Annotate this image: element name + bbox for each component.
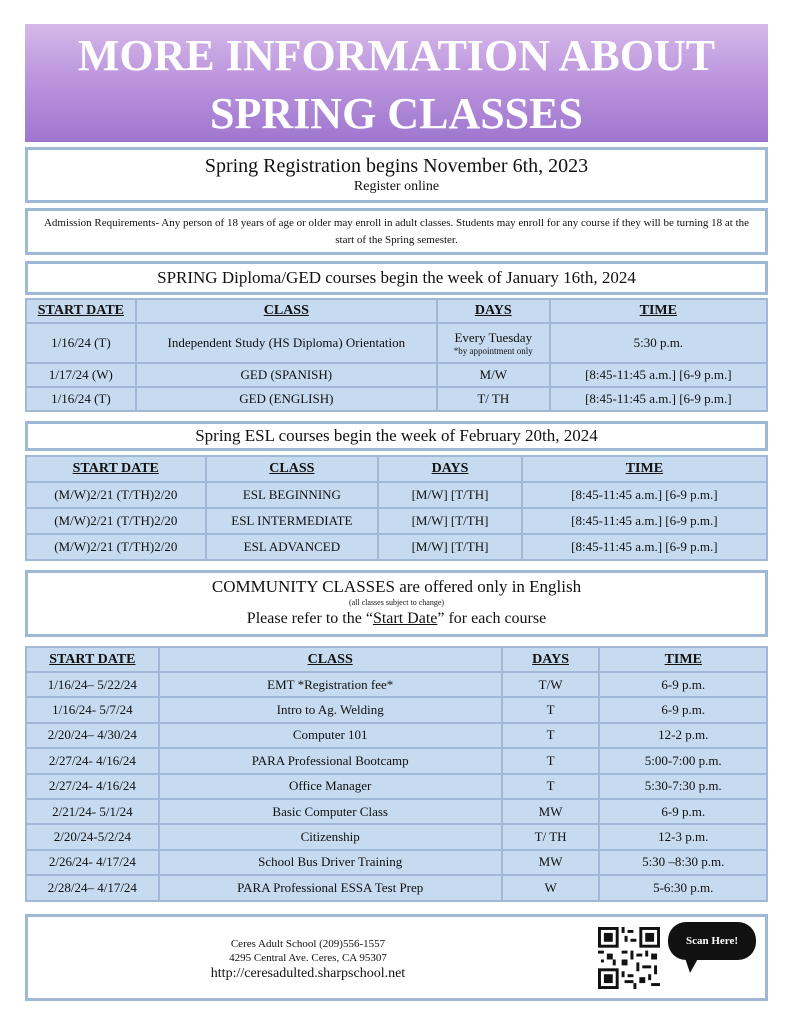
days-cell: T xyxy=(502,723,600,748)
column-header: DAYS xyxy=(502,647,600,672)
start-date-cell: 2/26/24- 4/17/24 xyxy=(26,850,159,875)
start-date-cell: (M/W)2/21 (T/TH)2/20 xyxy=(26,508,206,534)
scan-here-bubble: Scan Here! xyxy=(668,922,756,960)
table-row xyxy=(26,534,767,560)
table-row xyxy=(26,748,767,773)
table-row xyxy=(26,508,767,534)
ged-heading: SPRING Diploma/GED courses begin the week of January 16th, 2024 xyxy=(25,261,768,295)
class-cell: ESL BEGINNING xyxy=(206,482,379,508)
start-date-cell: (M/W)2/21 (T/TH)2/20 xyxy=(26,534,206,560)
start-date-cell: 2/27/24- 4/16/24 xyxy=(26,748,159,773)
table-header-row xyxy=(26,299,767,323)
time-cell: 6-9 p.m. xyxy=(599,697,767,722)
bubble-tail xyxy=(684,955,700,973)
esl-table xyxy=(25,455,768,561)
time-cell: 5-6:30 p.m. xyxy=(599,875,767,900)
registration-subtitle: Register online xyxy=(353,179,440,194)
class-cell: ESL INTERMEDIATE xyxy=(206,508,379,534)
school-address: 4295 Central Ave. Ceres, CA 95307 xyxy=(229,952,387,964)
school-phone: Ceres Adult School (209)556-1557 xyxy=(230,938,386,950)
days-cell: T xyxy=(502,748,600,773)
registration-title: Spring Registration begins November 6th, 2023 xyxy=(204,155,589,177)
start-date-cell: 1/16/24 (T) xyxy=(26,387,136,411)
class-cell: Citizenship xyxy=(159,824,502,849)
class-cell: EMT *Registration fee* xyxy=(159,672,502,697)
admission-requirements: Admission Requirements- Any person of 18 years of age or older may enroll in adult classes. Students may enroll for any course if they will be turning 18 at the start of the Spring semester. xyxy=(25,208,768,255)
ged-table xyxy=(25,298,768,412)
registration-box xyxy=(25,147,768,203)
column-header: START DATE xyxy=(26,299,136,323)
column-header: CLASS xyxy=(206,456,379,482)
community-title: COMMUNITY CLASSES are offered only in English xyxy=(211,577,582,596)
table-row xyxy=(26,723,767,748)
start-date-emphasis: Start Date xyxy=(372,610,438,627)
start-date-cell: 1/16/24– 5/22/24 xyxy=(26,672,159,697)
time-cell: 5:00-7:00 p.m. xyxy=(599,748,767,773)
days-cell: MW xyxy=(502,799,600,824)
header-banner xyxy=(25,24,768,142)
days-cell: [M/W] [T/TH] xyxy=(378,534,522,560)
time-cell: [8:45-11:45 a.m.] [6-9 p.m.] xyxy=(550,363,767,387)
table-row xyxy=(26,875,767,900)
start-date-cell: 1/16/24- 5/7/24 xyxy=(26,697,159,722)
start-date-cell: 1/17/24 (W) xyxy=(26,363,136,387)
start-date-cell: 2/28/24– 4/17/24 xyxy=(26,875,159,900)
table-row xyxy=(26,774,767,799)
school-website-link[interactable]: http://ceresadulted.sharpschool.net xyxy=(210,966,406,981)
time-cell: [8:45-11:45 a.m.] [6-9 p.m.] xyxy=(522,508,767,534)
start-date-cell: 2/21/24- 5/1/24 xyxy=(26,799,159,824)
time-cell: 12-2 p.m. xyxy=(599,723,767,748)
column-header: START DATE xyxy=(26,456,206,482)
class-cell: GED (SPANISH) xyxy=(136,363,437,387)
time-cell: [8:45-11:45 a.m.] [6-9 p.m.] xyxy=(522,482,767,508)
column-header: DAYS xyxy=(437,299,550,323)
days-cell: MW xyxy=(502,850,600,875)
column-header: TIME xyxy=(522,456,767,482)
class-cell: School Bus Driver Training xyxy=(159,850,502,875)
column-header: CLASS xyxy=(136,299,437,323)
column-header: TIME xyxy=(599,647,767,672)
table-row xyxy=(26,672,767,697)
time-cell: [8:45-11:45 a.m.] [6-9 p.m.] xyxy=(550,387,767,411)
days-cell: T/ TH xyxy=(502,824,600,849)
banner-line-1: MORE INFORMATION ABOUT xyxy=(77,31,716,80)
table-row xyxy=(26,799,767,824)
days-cell: T xyxy=(502,697,600,722)
class-cell: PARA Professional Bootcamp xyxy=(159,748,502,773)
appointment-note: *by appointment only xyxy=(453,345,533,356)
days-cell xyxy=(437,323,550,363)
time-cell: 5:30-7:30 p.m. xyxy=(599,774,767,799)
column-header: TIME xyxy=(550,299,767,323)
contact-info xyxy=(28,937,588,983)
table-row xyxy=(26,697,767,722)
time-cell: [8:45-11:45 a.m.] [6-9 p.m.] xyxy=(522,534,767,560)
column-header: START DATE xyxy=(26,647,159,672)
class-cell: Independent Study (HS Diploma) Orientation xyxy=(136,323,437,363)
start-date-cell: (M/W)2/21 (T/TH)2/20 xyxy=(26,482,206,508)
class-cell: GED (ENGLISH) xyxy=(136,387,437,411)
table-row xyxy=(26,824,767,849)
qr-code-icon[interactable] xyxy=(598,927,660,989)
days-value: Every Tuesday xyxy=(454,329,533,345)
time-cell: 6-9 p.m. xyxy=(599,799,767,824)
community-table xyxy=(25,646,768,902)
footer-box xyxy=(25,914,768,1001)
table-row xyxy=(26,482,767,508)
table-header-row xyxy=(26,647,767,672)
start-date-cell: 2/20/24– 4/30/24 xyxy=(26,723,159,748)
time-cell: 6-9 p.m. xyxy=(599,672,767,697)
table-row xyxy=(26,850,767,875)
class-cell: Computer 101 xyxy=(159,723,502,748)
community-instructions xyxy=(28,608,765,630)
table-row xyxy=(26,363,767,387)
days-cell: T/ TH xyxy=(437,387,550,411)
class-cell: ESL ADVANCED xyxy=(206,534,379,560)
column-header: DAYS xyxy=(378,456,522,482)
community-box xyxy=(25,570,768,637)
instructions-prefix: Please refer to the “ xyxy=(246,610,373,627)
table-header-row xyxy=(26,456,767,482)
time-cell: 12-3 p.m. xyxy=(599,824,767,849)
table-row xyxy=(26,323,767,363)
start-date-cell: 2/27/24- 4/16/24 xyxy=(26,774,159,799)
days-cell: T xyxy=(502,774,600,799)
time-cell: 5:30 –8:30 p.m. xyxy=(599,850,767,875)
class-cell: Basic Computer Class xyxy=(159,799,502,824)
days-cell: [M/W] [T/TH] xyxy=(378,482,522,508)
days-cell: W xyxy=(502,875,600,900)
esl-heading: Spring ESL courses begin the week of February 20th, 2024 xyxy=(25,421,768,451)
class-cell: Intro to Ag. Welding xyxy=(159,697,502,722)
start-date-cell: 1/16/24 (T) xyxy=(26,323,136,363)
days-cell: [M/W] [T/TH] xyxy=(378,508,522,534)
days-cell: M/W xyxy=(437,363,550,387)
instructions-suffix: ” for each course xyxy=(437,610,547,627)
class-cell: PARA Professional ESSA Test Prep xyxy=(159,875,502,900)
class-cell: Office Manager xyxy=(159,774,502,799)
time-cell: 5:30 p.m. xyxy=(550,323,767,363)
banner-line-2: SPRING CLASSES xyxy=(210,89,583,138)
start-date-cell: 2/20/24-5/2/24 xyxy=(26,824,159,849)
days-cell: T/W xyxy=(502,672,600,697)
community-disclaimer: (all classes subject to change) xyxy=(348,598,445,607)
column-header: CLASS xyxy=(159,647,502,672)
table-row xyxy=(26,387,767,411)
